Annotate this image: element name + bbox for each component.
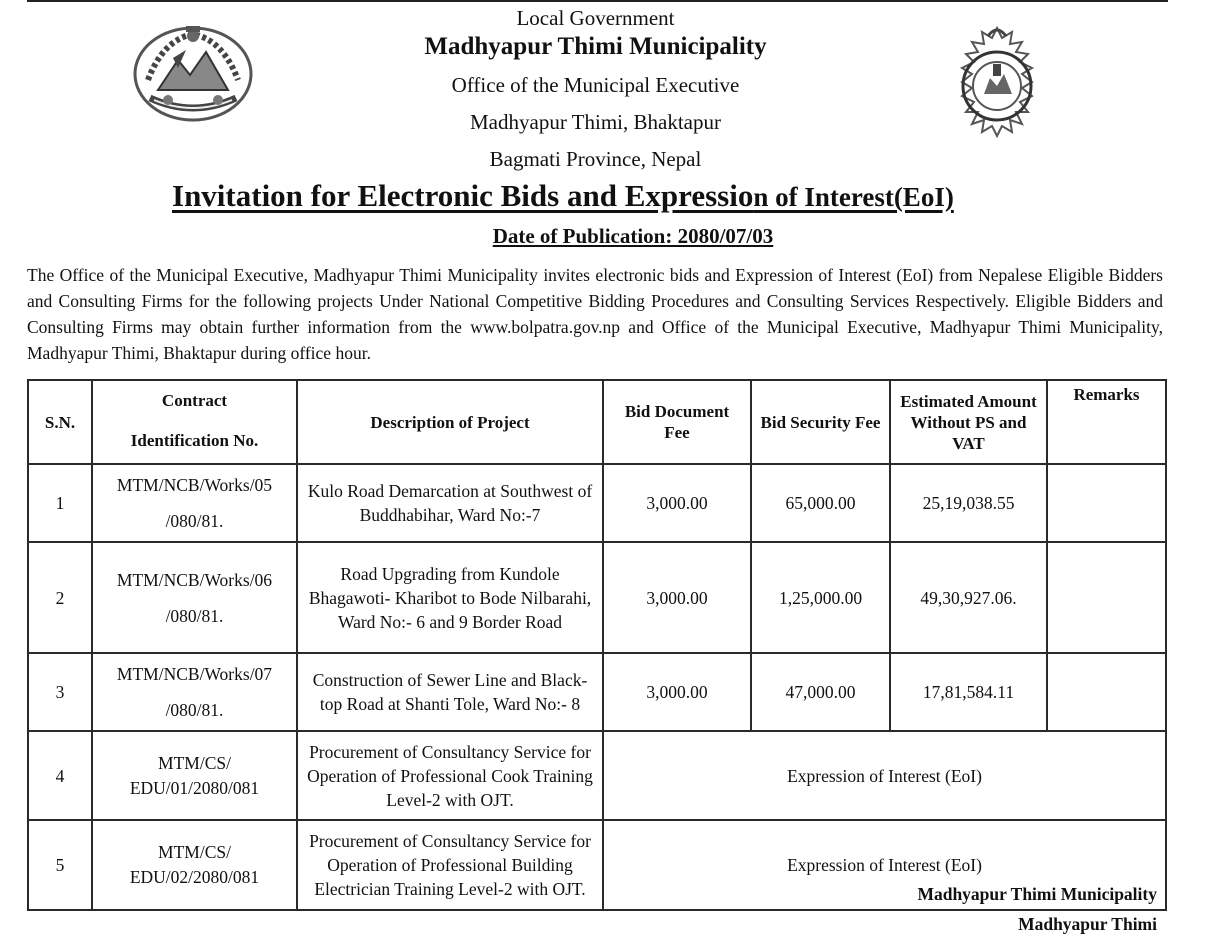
row-contract-id-b: EDU/02/2080/081 (129, 867, 260, 887)
row-contract-id-b: /080/81. (165, 605, 224, 626)
header-sn: S.N. (28, 380, 92, 464)
row-security-fee: 1,25,000.00 (751, 542, 890, 653)
signature-municipality: Madhyapur Thimi Municipality (917, 884, 1157, 904)
row-sn: 4 (28, 731, 92, 820)
header-contract-id-line2: Identification No. (130, 431, 259, 450)
local-government-label: Local Government (516, 6, 675, 30)
row-remarks (1047, 542, 1166, 653)
header-bid-document-fee: Bid Document Fee (603, 380, 751, 464)
header-description: Description of Project (297, 380, 603, 464)
header-remarks: Remarks (1047, 380, 1166, 464)
province-label: Bagmati Province, Nepal (489, 147, 702, 171)
bids-table (27, 379, 1167, 911)
row-contract-id-b: EDU/01/2080/081 (129, 777, 260, 798)
top-rule (27, 0, 1168, 2)
row-contract-id-a: MTM/CS/ (158, 842, 231, 862)
table-header-row (28, 380, 1166, 464)
table-row (28, 542, 1166, 653)
row-contract-id (92, 731, 297, 820)
office-address: Madhyapur Thimi, Bhaktapur (470, 110, 721, 134)
row-description: Kulo Road Demarcation at Southwest of Buddhabihar, Ward No:-7 (297, 464, 603, 542)
row-contract-id-b: /080/81. (165, 511, 224, 531)
row-sn: 2 (28, 542, 92, 653)
row-contract-id-a: MTM/CS/ (158, 752, 231, 773)
row-doc-fee: 3,000.00 (603, 542, 751, 653)
row-remarks (1047, 464, 1166, 542)
signature-location: Madhyapur Thimi (1018, 914, 1157, 934)
row-doc-fee: 3,000.00 (603, 653, 751, 731)
row-security-fee: 65,000.00 (751, 464, 890, 542)
row-sn: 1 (28, 464, 92, 542)
row-description: Procurement of Consultancy Service for Operation of Professional Cook Training Level-2 with OJT. (297, 731, 603, 820)
row-contract-id (92, 542, 297, 653)
table-row (28, 653, 1166, 731)
row-contract-id-a: MTM/NCB/Works/06 (116, 569, 273, 590)
row-description: Road Upgrading from Kundole Bhagawoti- Kharibot to Bode Nilbarahi, Ward No:- 6 and 9 Border Road (297, 542, 603, 653)
table-row (28, 731, 1166, 820)
intro-paragraph: The Office of the Municipal Executive, Madhyapur Thimi Municipality invites electronic bids and Expression of Interest (EoI) from Nepalese Eligible Bidders and Consulting Firms for the following projects Under National Competitive Bidding Procedures and Consulting Services Respectively. Eligible Bidders and Consulting Firms may obtain further information from the www.bolpatra.gov.np and Office of the Municipal Executive, Madhyapur Thimi Municipality, Madhyapur Thimi, Bhaktapur during office hour. (27, 265, 1163, 363)
municipality-name: Madhyapur Thimi Municipality (424, 33, 767, 60)
row-sn: 3 (28, 653, 92, 731)
header-contract-id-line1: Contract (161, 391, 228, 410)
row-sn: 5 (28, 820, 92, 910)
row-contract-id-a: MTM/NCB/Works/07 (116, 664, 273, 684)
row-contract-id-a: MTM/NCB/Works/05 (116, 475, 273, 495)
row-contract-id (92, 653, 297, 731)
row-estimate: 49,30,927.06. (890, 542, 1047, 653)
row-eoi: Expression of Interest (EoI) (603, 731, 1166, 820)
header-bid-security-fee: Bid Security Fee (751, 380, 890, 464)
header-contract-id (92, 380, 297, 464)
row-description: Procurement of Consultancy Service for Operation of Professional Building Electrician Training Level-2 with OJT. (297, 820, 603, 910)
row-doc-fee: 3,000.00 (603, 464, 751, 542)
header-estimated-amount: Estimated Amount Without PS and VAT (890, 380, 1047, 464)
row-estimate: 17,81,584.11 (890, 653, 1047, 731)
row-contract-id (92, 820, 297, 910)
row-contract-id (92, 464, 297, 542)
notice-title (172, 178, 1032, 214)
notice-title-main: Invitation for Electronic Bids and Expressio (172, 178, 754, 213)
row-description: Construction of Sewer Line and Black-top Road at Shanti Tole, Ward No:- 8 (297, 653, 603, 731)
row-remarks (1047, 653, 1166, 731)
row-security-fee: 47,000.00 (751, 653, 890, 731)
notice-title-tail: n of Interest(EoI) (753, 182, 954, 212)
table-row (28, 464, 1166, 542)
row-eoi: Expression of Interest (EoI) (603, 820, 1166, 910)
office-name: Office of the Municipal Executive (451, 73, 740, 97)
row-contract-id-b: /080/81. (165, 700, 224, 720)
row-estimate: 25,19,038.55 (890, 464, 1047, 542)
publication-date: Date of Publication: 2080/07/03 (492, 224, 774, 248)
